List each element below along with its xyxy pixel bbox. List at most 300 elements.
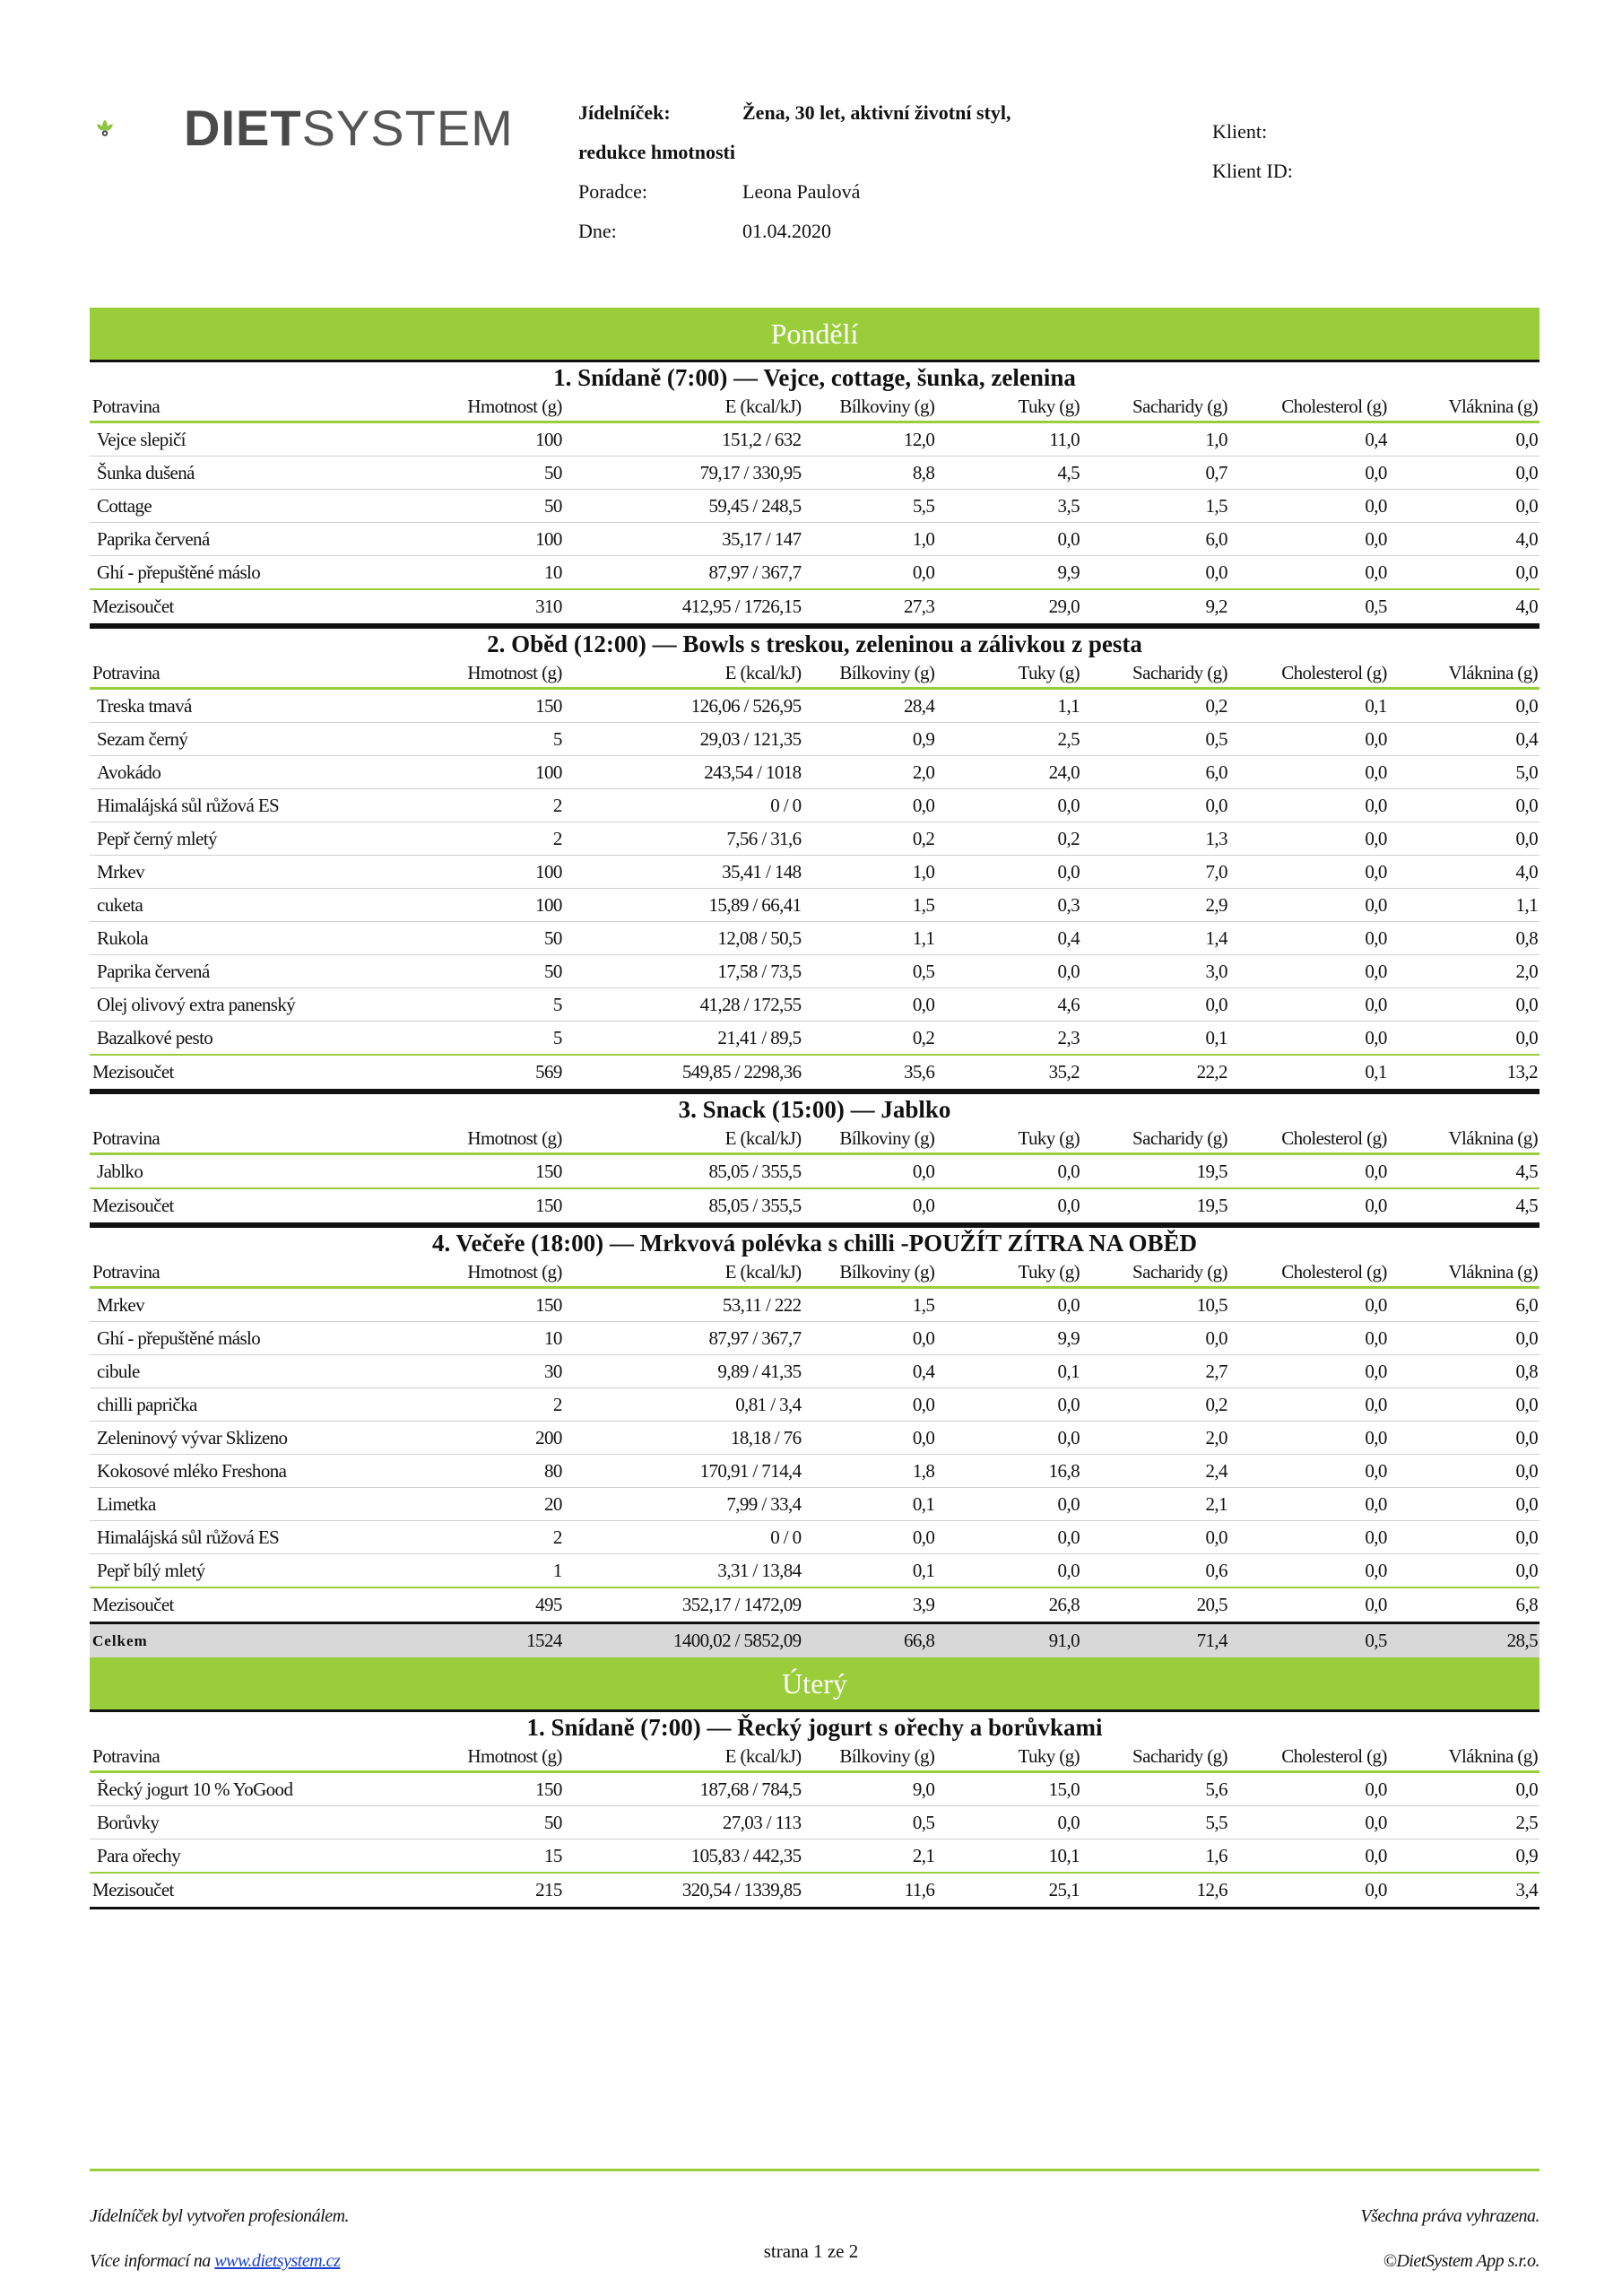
cell-3: 11,6: [803, 1873, 937, 1909]
cell-4: 0,0: [936, 1188, 1081, 1224]
cell-2: 53,11 / 222: [564, 1288, 803, 1322]
food-row: [90, 523, 1540, 556]
meal-plan: [90, 308, 1540, 1909]
cell-6: 0,0: [1229, 756, 1389, 789]
cell-1: 310: [438, 589, 564, 625]
cell-1: 100: [438, 523, 564, 556]
footer-more-info: Více informací na www.dietsystem.cz: [90, 2251, 341, 2271]
food-row: [90, 556, 1540, 590]
column-header: Tuky (g): [936, 1743, 1081, 1772]
meal-table: [90, 1258, 1540, 1657]
cell-5: 0,5: [1081, 723, 1229, 756]
cell-3: 0,0: [803, 1154, 937, 1189]
cell-3: 3,9: [803, 1587, 937, 1623]
column-header: Bílkoviny (g): [803, 1125, 937, 1154]
dne-label: Dne:: [578, 220, 617, 242]
cell-7: 6,8: [1389, 1587, 1540, 1623]
column-header: Sacharidy (g): [1081, 1743, 1229, 1772]
cell-5: 2,9: [1081, 889, 1229, 922]
cell-2: 85,05 / 355,5: [564, 1188, 803, 1224]
cell-6: 0,0: [1229, 1188, 1389, 1224]
cell-6: 0,0: [1229, 1455, 1389, 1488]
cell-6: 0,0: [1229, 556, 1389, 590]
cell-1: 15: [438, 1839, 564, 1874]
cell-3: 1,5: [803, 1288, 937, 1322]
cell-0: Himalájská sůl růžová ES: [90, 789, 438, 822]
cell-2: 18,18 / 76: [564, 1422, 803, 1455]
cell-3: 5,5: [803, 490, 937, 523]
cell-1: 10: [438, 556, 564, 590]
cell-0: Mrkev: [90, 856, 438, 889]
meal-table: [90, 393, 1540, 626]
cell-5: 0,0: [1081, 988, 1229, 1022]
cell-3: 0,0: [803, 789, 937, 822]
cell-7: 28,5: [1389, 1623, 1540, 1658]
column-header: Potravina: [90, 1743, 438, 1772]
food-row: [90, 1488, 1540, 1521]
cell-0: Mezisoučet: [90, 1873, 438, 1909]
cell-0: Mezisoučet: [90, 1055, 438, 1091]
cell-1: 2: [438, 1521, 564, 1554]
cell-0: Limetka: [90, 1488, 438, 1521]
cell-5: 0,2: [1081, 1388, 1229, 1422]
cell-7: 2,0: [1389, 955, 1540, 988]
cell-1: 30: [438, 1355, 564, 1388]
cell-2: 41,28 / 172,55: [564, 988, 803, 1022]
cell-2: 27,03 / 113: [564, 1806, 803, 1839]
poradce-label: Poradce:: [578, 180, 647, 203]
cell-4: 0,0: [936, 856, 1081, 889]
column-header: E (kcal/kJ): [564, 1258, 803, 1288]
cell-0: Pepř bílý mletý: [90, 1554, 438, 1588]
subtotal-row: [90, 1188, 1540, 1224]
cell-5: 0,0: [1081, 1322, 1229, 1355]
cell-2: 0,81 / 3,4: [564, 1388, 803, 1422]
meal-title: 1. Snídaně (7:00) — Řecký jogurt s ořechy a borůvkami: [90, 1709, 1540, 1743]
cell-1: 100: [438, 889, 564, 922]
cell-3: 0,5: [803, 1806, 937, 1839]
cell-4: 0,4: [936, 922, 1081, 955]
cell-6: 0,0: [1229, 1322, 1389, 1355]
cell-0: Řecký jogurt 10 % YoGood: [90, 1772, 438, 1806]
cell-7: 0,0: [1389, 490, 1540, 523]
cell-4: 3,5: [936, 490, 1081, 523]
cell-3: 66,8: [803, 1623, 937, 1658]
cell-3: 0,0: [803, 1521, 937, 1554]
cell-6: 0,0: [1229, 922, 1389, 955]
cell-3: 12,0: [803, 422, 937, 457]
cell-3: 35,6: [803, 1055, 937, 1091]
table-header-row: [90, 393, 1540, 422]
column-header: Sacharidy (g): [1081, 393, 1229, 422]
cell-7: 13,2: [1389, 1055, 1540, 1091]
cell-3: 1,8: [803, 1455, 937, 1488]
cell-5: 6,0: [1081, 756, 1229, 789]
cell-6: 0,4: [1229, 422, 1389, 457]
column-header: Potravina: [90, 659, 438, 689]
column-header: Tuky (g): [936, 659, 1081, 689]
cell-2: 320,54 / 1339,85: [564, 1873, 803, 1909]
cell-3: 2,0: [803, 756, 937, 789]
cell-7: 0,0: [1389, 1455, 1540, 1488]
cell-7: 0,0: [1389, 1521, 1540, 1554]
cell-1: 5: [438, 723, 564, 756]
column-header: E (kcal/kJ): [564, 659, 803, 689]
cell-1: 200: [438, 1422, 564, 1455]
page-number: strana 1 ze 2: [763, 2240, 859, 2262]
cell-4: 0,0: [936, 1488, 1081, 1521]
cell-4: 29,0: [936, 589, 1081, 625]
cell-0: Avokádo: [90, 756, 438, 789]
cell-3: 9,0: [803, 1772, 937, 1806]
cell-5: 10,5: [1081, 1288, 1229, 1322]
cell-4: 35,2: [936, 1055, 1081, 1091]
food-row: [90, 689, 1540, 723]
cell-5: 2,7: [1081, 1355, 1229, 1388]
cell-5: 0,0: [1081, 789, 1229, 822]
cell-3: 0,1: [803, 1554, 937, 1588]
food-row: [90, 1388, 1540, 1422]
column-header: Hmotnost (g): [438, 659, 564, 689]
cell-0: Mezisoučet: [90, 1188, 438, 1224]
cell-3: 0,9: [803, 723, 937, 756]
cell-6: 0,0: [1229, 1521, 1389, 1554]
cell-1: 215: [438, 1873, 564, 1909]
cell-2: 187,68 / 784,5: [564, 1772, 803, 1806]
cell-0: Pepř černý mletý: [90, 822, 438, 856]
column-header: Vláknina (g): [1389, 1125, 1540, 1154]
meal-title: 3. Snack (15:00) — Jablko: [90, 1091, 1540, 1125]
column-header: Bílkoviny (g): [803, 393, 937, 422]
cell-0: Ghí - přepuštěné máslo: [90, 1322, 438, 1355]
cell-5: 1,6: [1081, 1839, 1229, 1874]
cell-1: 100: [438, 422, 564, 457]
cell-0: Para ořechy: [90, 1839, 438, 1874]
cell-3: 1,5: [803, 889, 937, 922]
cell-7: 4,0: [1389, 856, 1540, 889]
food-row: [90, 490, 1540, 523]
cell-0: Jablko: [90, 1154, 438, 1189]
food-row: [90, 889, 1540, 922]
cell-1: 150: [438, 1772, 564, 1806]
table-header-row: [90, 659, 1540, 689]
cell-3: 0,1: [803, 1488, 937, 1521]
cell-6: 0,0: [1229, 822, 1389, 856]
cell-0: Paprika červená: [90, 955, 438, 988]
cell-7: 0,8: [1389, 922, 1540, 955]
food-row: [90, 1455, 1540, 1488]
cell-0: Mrkev: [90, 1288, 438, 1322]
food-row: [90, 789, 1540, 822]
cell-2: 1400,02 / 5852,09: [564, 1623, 803, 1658]
cell-1: 2: [438, 1388, 564, 1422]
cell-6: 0,0: [1229, 955, 1389, 988]
table-header-row: [90, 1743, 1540, 1772]
column-header: Hmotnost (g): [438, 1258, 564, 1288]
cell-3: 0,0: [803, 556, 937, 590]
cell-7: 0,0: [1389, 1022, 1540, 1056]
column-header: E (kcal/kJ): [564, 393, 803, 422]
food-row: [90, 955, 1540, 988]
column-header: Hmotnost (g): [438, 1743, 564, 1772]
meal-table: [90, 659, 1540, 1091]
cell-4: 9,9: [936, 556, 1081, 590]
food-row: [90, 422, 1540, 457]
column-header: E (kcal/kJ): [564, 1125, 803, 1154]
subtotal-row: [90, 1873, 1540, 1909]
cell-3: 0,0: [803, 1188, 937, 1224]
column-header: Vláknina (g): [1389, 1258, 1540, 1288]
cell-7: 2,5: [1389, 1806, 1540, 1839]
cell-5: 6,0: [1081, 523, 1229, 556]
cell-6: 0,1: [1229, 1055, 1389, 1091]
poradce-value: Leona Paulová: [742, 180, 861, 203]
jidelnicek-label: Jídelníček:: [578, 101, 671, 124]
cell-0: Šunka dušená: [90, 457, 438, 490]
cell-7: 0,0: [1389, 689, 1540, 723]
cell-4: 0,0: [936, 523, 1081, 556]
cell-6: 0,0: [1229, 1488, 1389, 1521]
cell-3: 1,0: [803, 856, 937, 889]
klient-label: Klient:: [1212, 120, 1268, 143]
cell-2: 126,06 / 526,95: [564, 689, 803, 723]
food-row: [90, 1772, 1540, 1806]
cell-0: Treska tmavá: [90, 689, 438, 723]
cell-3: 8,8: [803, 457, 937, 490]
jidelnicek-value-cont: redukce hmotnosti: [578, 141, 735, 163]
column-header: Vláknina (g): [1389, 659, 1540, 689]
cell-3: 0,0: [803, 1422, 937, 1455]
column-header: Cholesterol (g): [1229, 393, 1389, 422]
cell-7: 4,0: [1389, 589, 1540, 625]
cell-7: 0,0: [1389, 1488, 1540, 1521]
cell-1: 1: [438, 1554, 564, 1588]
column-header: Bílkoviny (g): [803, 1258, 937, 1288]
food-row: [90, 1355, 1540, 1388]
day-total-row: [90, 1623, 1540, 1658]
column-header: Vláknina (g): [1389, 393, 1540, 422]
column-header: Potravina: [90, 1258, 438, 1288]
cell-6: 0,0: [1229, 1806, 1389, 1839]
cell-2: 105,83 / 442,35: [564, 1839, 803, 1874]
cell-3: 0,0: [803, 988, 937, 1022]
cell-4: 0,0: [936, 1554, 1081, 1588]
dietsystem-link[interactable]: www.dietsystem.cz: [214, 2251, 341, 2271]
food-row: [90, 1554, 1540, 1588]
column-header: Tuky (g): [936, 1125, 1081, 1154]
cell-6: 0,0: [1229, 988, 1389, 1022]
cell-7: 6,0: [1389, 1288, 1540, 1322]
day-header: Pondělí: [90, 308, 1540, 360]
food-row: [90, 1154, 1540, 1189]
cell-1: 5: [438, 988, 564, 1022]
food-row: [90, 756, 1540, 789]
food-row: [90, 457, 1540, 490]
cell-7: 0,0: [1389, 1772, 1540, 1806]
column-header: Cholesterol (g): [1229, 659, 1389, 689]
footer-copyright: ©DietSystem App s.r.o.: [1383, 2251, 1540, 2271]
cell-3: 0,0: [803, 1322, 937, 1355]
cell-7: 0,0: [1389, 1554, 1540, 1588]
food-row: [90, 1521, 1540, 1554]
cell-6: 0,5: [1229, 1623, 1389, 1658]
cell-2: 3,31 / 13,84: [564, 1554, 803, 1588]
cell-5: 1,0: [1081, 422, 1229, 457]
cell-1: 50: [438, 490, 564, 523]
cell-0: cibule: [90, 1355, 438, 1388]
column-header: Cholesterol (g): [1229, 1258, 1389, 1288]
cell-4: 2,5: [936, 723, 1081, 756]
cell-0: Zeleninový vývar Sklizeno: [90, 1422, 438, 1455]
cell-4: 91,0: [936, 1623, 1081, 1658]
cell-4: 10,1: [936, 1839, 1081, 1874]
cell-5: 0,1: [1081, 1022, 1229, 1056]
cell-5: 2,0: [1081, 1422, 1229, 1455]
meal-table: [90, 1125, 1540, 1225]
cell-2: 170,91 / 714,4: [564, 1455, 803, 1488]
cell-3: 27,3: [803, 589, 937, 625]
subtotal-row: [90, 589, 1540, 625]
column-header: Sacharidy (g): [1081, 1125, 1229, 1154]
cell-4: 0,0: [936, 1154, 1081, 1189]
cell-3: 0,4: [803, 1355, 937, 1388]
cell-5: 19,5: [1081, 1188, 1229, 1224]
cell-1: 80: [438, 1455, 564, 1488]
subtotal-row: [90, 1587, 1540, 1623]
food-row: [90, 1288, 1540, 1322]
cell-1: 100: [438, 756, 564, 789]
cell-2: 0 / 0: [564, 789, 803, 822]
cell-6: 0,0: [1229, 490, 1389, 523]
column-header: E (kcal/kJ): [564, 1743, 803, 1772]
column-header: Sacharidy (g): [1081, 659, 1229, 689]
meal-title: 4. Večeře (18:00) — Mrkvová polévka s chilli -POUŽÍT ZÍTRA NA OBĚD: [90, 1225, 1540, 1258]
cell-2: 151,2 / 632: [564, 422, 803, 457]
cell-0: Vejce slepičí: [90, 422, 438, 457]
cell-6: 0,0: [1229, 789, 1389, 822]
cell-0: chilli paprička: [90, 1388, 438, 1422]
cell-4: 0,0: [936, 955, 1081, 988]
food-row: [90, 723, 1540, 756]
cell-7: 4,0: [1389, 523, 1540, 556]
cell-1: 1524: [438, 1623, 564, 1658]
subtotal-row: [90, 1055, 1540, 1091]
cell-5: 12,6: [1081, 1873, 1229, 1909]
cell-5: 0,2: [1081, 689, 1229, 723]
cell-5: 9,2: [1081, 589, 1229, 625]
cell-6: 0,0: [1229, 1587, 1389, 1623]
cell-6: 0,0: [1229, 523, 1389, 556]
cell-7: 5,0: [1389, 756, 1540, 789]
day-header: Úterý: [90, 1657, 1540, 1709]
cell-6: 0,0: [1229, 889, 1389, 922]
cell-7: 0,0: [1389, 457, 1540, 490]
cell-4: 0,0: [936, 1521, 1081, 1554]
cell-0: Rukola: [90, 922, 438, 955]
cell-4: 0,0: [936, 789, 1081, 822]
cell-1: 50: [438, 955, 564, 988]
cell-2: 87,97 / 367,7: [564, 1322, 803, 1355]
cell-7: 0,0: [1389, 556, 1540, 590]
cell-5: 19,5: [1081, 1154, 1229, 1189]
food-row: [90, 922, 1540, 955]
cell-2: 7,56 / 31,6: [564, 822, 803, 856]
cell-4: 0,1: [936, 1355, 1081, 1388]
cell-6: 0,0: [1229, 1422, 1389, 1455]
cell-4: 0,2: [936, 822, 1081, 856]
food-row: [90, 1022, 1540, 1056]
cell-5: 20,5: [1081, 1587, 1229, 1623]
cell-3: 0,2: [803, 822, 937, 856]
cell-6: 0,0: [1229, 1554, 1389, 1588]
cell-2: 9,89 / 41,35: [564, 1355, 803, 1388]
food-row: [90, 1806, 1540, 1839]
cell-1: 2: [438, 789, 564, 822]
column-header: Potravina: [90, 1125, 438, 1154]
cell-5: 22,2: [1081, 1055, 1229, 1091]
cell-4: 0,0: [936, 1288, 1081, 1322]
cell-4: 0,3: [936, 889, 1081, 922]
cell-7: 1,1: [1389, 889, 1540, 922]
footer-rights: Všechna práva vyhrazena.: [1360, 2206, 1540, 2226]
cell-4: 0,0: [936, 1388, 1081, 1422]
cell-1: 150: [438, 1154, 564, 1189]
cell-0: Olej olivový extra panenský: [90, 988, 438, 1022]
cell-6: 0,0: [1229, 1355, 1389, 1388]
cell-7: 0,0: [1389, 1388, 1540, 1422]
cell-7: 0,4: [1389, 723, 1540, 756]
cell-6: 0,0: [1229, 1022, 1389, 1056]
cell-4: 15,0: [936, 1772, 1081, 1806]
cell-1: 150: [438, 689, 564, 723]
cell-0: Ghí - přepuštěné máslo: [90, 556, 438, 590]
cell-3: 1,1: [803, 922, 937, 955]
cell-1: 569: [438, 1055, 564, 1091]
column-header: Hmotnost (g): [438, 393, 564, 422]
cell-3: 1,0: [803, 523, 937, 556]
column-header: Tuky (g): [936, 393, 1081, 422]
leaf-icon: [97, 120, 113, 136]
cell-0: Himalájská sůl růžová ES: [90, 1521, 438, 1554]
column-header: Bílkoviny (g): [803, 659, 937, 689]
cell-3: 0,0: [803, 1388, 937, 1422]
cell-4: 16,8: [936, 1455, 1081, 1488]
cell-3: 0,5: [803, 955, 937, 988]
cell-4: 0,0: [936, 1806, 1081, 1839]
cell-5: 71,4: [1081, 1623, 1229, 1658]
cell-7: 0,8: [1389, 1355, 1540, 1388]
cell-1: 10: [438, 1322, 564, 1355]
table-header-row: [90, 1125, 1540, 1154]
cell-4: 0,0: [936, 1422, 1081, 1455]
column-header: Cholesterol (g): [1229, 1125, 1389, 1154]
cell-7: 0,0: [1389, 988, 1540, 1022]
cell-4: 9,9: [936, 1322, 1081, 1355]
cell-4: 1,1: [936, 689, 1081, 723]
cell-1: 2: [438, 822, 564, 856]
cell-5: 1,5: [1081, 490, 1229, 523]
logo-text: DIETSYSTEM: [184, 100, 514, 156]
column-header: Bílkoviny (g): [803, 1743, 937, 1772]
cell-6: 0,0: [1229, 1288, 1389, 1322]
cell-5: 0,7: [1081, 457, 1229, 490]
cell-6: 0,0: [1229, 457, 1389, 490]
cell-2: 35,17 / 147: [564, 523, 803, 556]
food-row: [90, 1839, 1540, 1874]
cell-7: 0,0: [1389, 1322, 1540, 1355]
cell-7: 0,0: [1389, 422, 1540, 457]
cell-0: cuketa: [90, 889, 438, 922]
